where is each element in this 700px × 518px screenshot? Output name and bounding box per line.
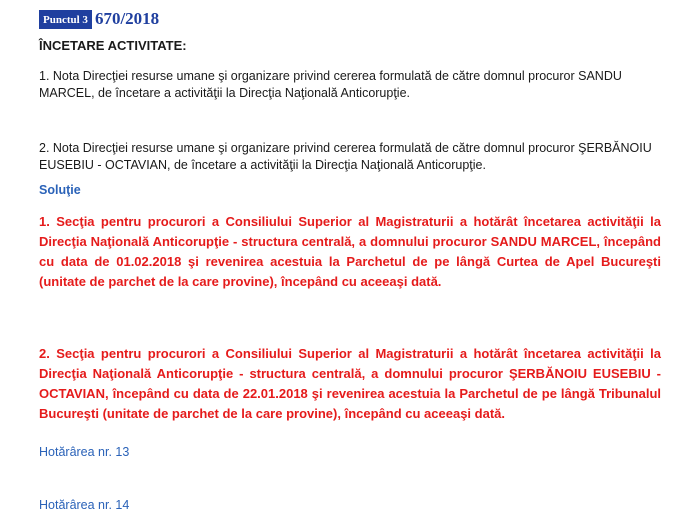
agenda-paragraph-1: 1. Nota Direcţiei resurse umane şi organizare privind cererea formulată de către domnul procuror SANDU MARCEL, de încetare a activităţii la Direcţia Naţională Anticorupţie.: [39, 69, 622, 100]
section-heading: ÎNCETARE ACTIVITATE:: [39, 38, 187, 53]
decision-link-13[interactable]: Hotărârea nr. 13: [39, 445, 130, 459]
agenda-item-badge: Punctul 3: [39, 10, 92, 29]
solution-paragraph-1: 1. Secţia pentru procurori a Consiliului Superior al Magistraturii a hotărât încetarea activităţii la Direcţia Naţională Anticorupţie - structura centrală, a domnului procuror SANDU MARCEL, începând cu data de 01.02.2018 şi revenirea acestuia la Parchetul de pe lângă Curtea de Apel Bucureşti (unitate de parchet de la care provine), începând cu aceeaşi dată.: [39, 214, 661, 289]
decision-number: 670/2018: [94, 9, 160, 28]
solution-heading: Soluţie: [39, 183, 81, 197]
solution-paragraph-2: 2. Secţia pentru procurori a Consiliului Superior al Magistraturii a hotărât încetarea activităţii la Direcţia Naţională Anticorupţie - structura centrală, a domnului procuror ŞERBĂNOIU EUSEBIU - OCTAVIAN, începând cu data de 22.01.2018 şi revenirea acestuia la Parchetul de pe lângă Tribunalul Bucureşti (unitate de parchet de la care provine), începând cu aceeaşi dată.: [39, 346, 661, 421]
item-header: [39, 8, 159, 30]
decision-link-14[interactable]: Hotărârea nr. 14: [39, 498, 130, 512]
agenda-paragraph-2: 2. Nota Direcţiei resurse umane şi organizare privind cererea formulată de către domnul procuror ŞERBĂNOIU EUSEBIU - OCTAVIAN, de încetare a activităţii la Direcţia Naţională Anticorupţie.: [39, 141, 652, 172]
